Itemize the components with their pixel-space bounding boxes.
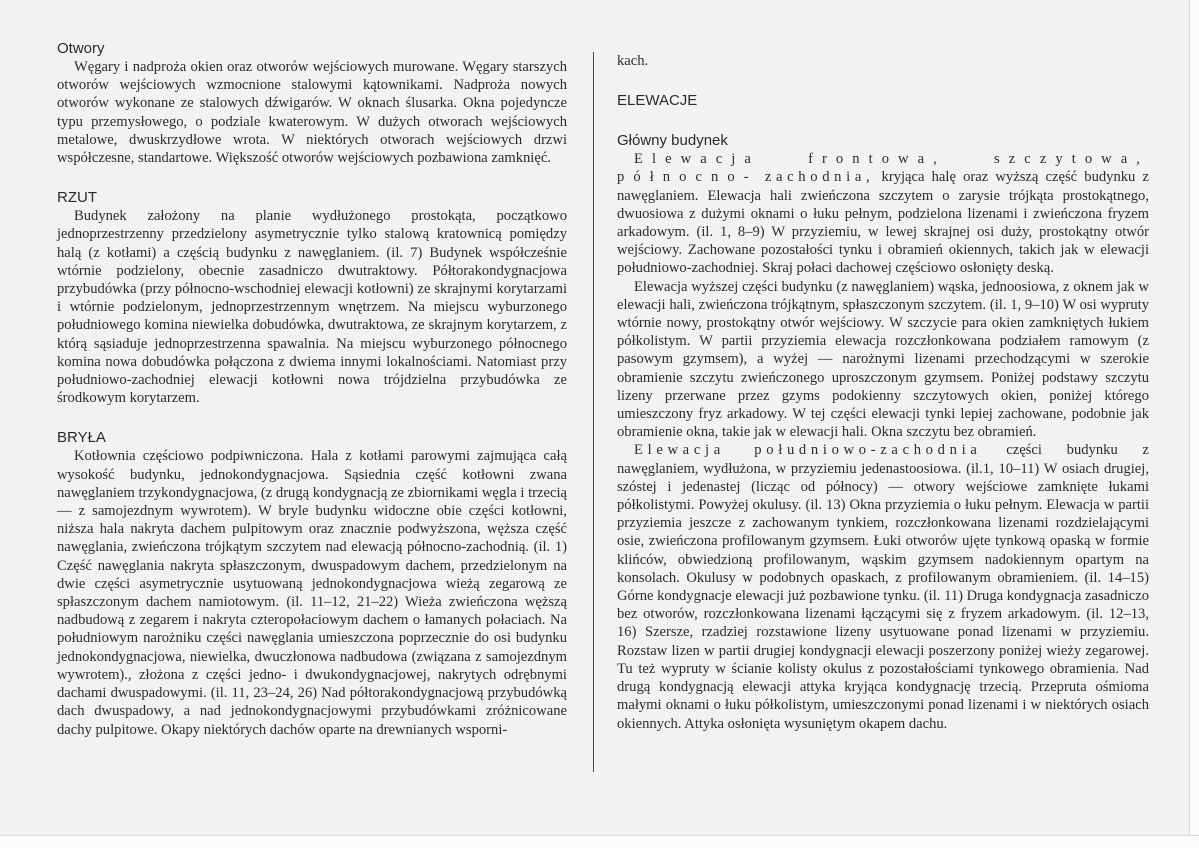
paragraph-elewacja-poludniowo-zachodnia (617, 441, 1149, 732)
paragraph-elewacja-wyzszej-czesci: Elewacja wyższej części budynku (z nawęglaniem) wąska, jednoosiowa, z oknem jak w elewacji hali, zwieńczona trójkątnym, spłaszczonym szczytem. (il. 1, 9–10) W osi wypruty wtórnie nowy, prostokątny otwór wejściowy. W szczycie para okien zamkniętych łukiem półkolistym. W partii przyziemia elewacja rozczłonkowana podziałem ramowym (z pasowym gzymsem), a wyżej — narożnymi lizenami przechodzącymi w szerokie obramienie szczytu zwieńczonego uproszczonym gzymsem. Poniżej podstawy szczytu lizeny przerwane przez gzyms podokienny szczytowych okien, poniżej którego umieszczony fryz arkadowy. W tej części elewacji tynki lepiej zachowane, podobnie jak obramienie okna, takie jak w elewacji hali. Okna szczytu bez obramień. (617, 278, 1149, 441)
continuation-text: kach. (617, 53, 649, 69)
elewacja-pd-zach-lead: Elewacja południowo-zachodnia (634, 442, 982, 459)
elewacja-frontowa-text: kryjąca halę oraz wyższą część budynku z nawęglaniem. Elewacja hali zwieńczona szczytem o zarysie trójkąta prostokątnego, dwuosiowa z dużymi oknami o łuku pełnym, podzielona lizenami i zwieńczona fryzem arkadowym. (il. 1, 8–9) W przyziemiu, w lewej skrajnej osi duży, prostokątny otwór wejściowy. Zachowane pozostałości tynku i obramień okiennych, takich jak w elewacji południowo-zachodniej. Skraj połaci dachowej częściowo osłonięty deską. (617, 169, 1149, 277)
heading-otwory: Otwory (57, 40, 105, 57)
heading-rzut: RZUT (57, 189, 97, 207)
right-column (617, 40, 1149, 733)
paragraph-elewacja-frontowa (617, 150, 1149, 277)
heading-glowny-budynek: Główny budynek (617, 132, 728, 150)
scan-edge-right (1189, 0, 1199, 848)
elewacja-frontowa-lead-2: zachodnia, (764, 169, 875, 186)
elewacja-pd-zach-text: części budynku z nawęglaniem, wydłużona, w przyziemiu jedenastoosiowa. (il.1, 10–11) W osiach drugiej, szóstej i jedenastej (licząc od północy) — otwory wejściowe zamknięte łukami półkolistymi. Powyżej okulusy. (il. 13) Okna przyziemia o łuku pełnym. Elewacja w partii przyziemia jeszcze z zachowanym tynkiem, rozczłonkowana lizenami rozdzielającymi osie, zwieńczona profilowanym gzymsem. Łuki otworów ujęte tynkową opaską w formie klińców, obwiedzioną profilowanym, wąskim gzymsem nadokiennym opartym na konsolach. Okulusy w podobnych opaskach, z profilowanym obramieniem. (il. 14–15) Górne kondygnacje elewacji już pozbawione tynku. (il. 11) Druga kondygnacja zasadniczo bez otworów, rozczłonkowana lizenami łączącymi się z fryzem arkadowym. (il. 12–13, 16) Szersze, rzadziej rozstawione lizeny usytuowane ponad lizenami w przyziemiu. Rozstaw lizen w partii drugiej kondygnacji elewacji poszerzony poniżej wieży zegarowej. Tu też wypruty w ścianie kolisty okulus z pozostałościami tynkowego obramienia. Nad drugą kondygnacją elewacji attyka kryjąca kondygnację trzecią. Przepruta ośmioma małymi oknami o łuku półkolistym, umieszczonymi ponad lizenami i w niektórych osiach okiennych. Attyka osłonięta wysuniętym okapem dachu. (617, 442, 1149, 732)
heading-elewacje: ELEWACJE (617, 92, 698, 110)
column-divider (593, 52, 594, 772)
heading-bryla: BRYŁA (57, 429, 106, 447)
left-column (57, 40, 567, 739)
paragraph-rzut: Budynek założony na planie wydłużonego prostokąta, początkowo jednoprzestrzenny przedzielony asymetrycznie tylko stalową kratownicą pomiędzy halą (z kotłami) a częścią budynku z nawęglaniem. (il. 7) Budynek współcześnie wtórnie podzielony, obecnie zasadniczo dwutraktowy. Półtorakondygnacjowa przybudówka (przy północno-wschodniej elewacji kotłowni) ze skrajnymi korytarzami i wtórnie podzielonym, jednoprzestrzennym wnętrzem. Na miejscu wyburzonego południowego komina niewielka dobudówka, dwutraktowa, ze skrajnym korytarzem, z którą sąsiaduje jednoprzestrzenna spawalnia. Na miejscu wyburzonego północnego komina nowa dobudówka połączona z dwiema innymi lokalnościami. Natomiast przy południowo-zachodniej elewacji kotłowni nowa trójdzielna przybudówka ze środkowym korytarzem. (57, 208, 567, 407)
paragraph-otwory: Węgary i nadproża okien oraz otworów wejściowych murowane. Węgary starszych otworów wejściowych wzmocnione stalowymi kątownikami. Nadproża nowych otworów wykonane ze stalowych dźwigarów. W oknach ślusarka. Okna pojedyncze typu przemysłowego, o podziale kwaterowym. W dużych otworach wejściowych metalowe, dwuskrzydłowe wrota. W niektórych otworach wejściowych drzwi współczesne, standartowe. Większość otworów wejściowych pozbawiona zamknięć. (57, 59, 567, 167)
paragraph-bryla: Kotłownia częściowo podpiwniczona. Hala z kotłami parowymi zajmująca całą wysokość budynku, jednokondygnacjowa. Sąsiednia część kotłowni zwana nawęglaniem trzykondygnacjowa, (z drugą kondygnacją ze zbiornikami węgla i trzecią — z samojezdnym wywrotem). W bryle budynku widoczne obie części kotłowni, niższa hala nakryta dachem pulpitowym oraz znacznie podwyższona, węższa część nawęglania, zwieńczona trójkątym szczytem nad elewacją północno-zachodnią. (il. 1) Część nawęglania nakryta spłaszczonym, dwuspadowym dachem, przedzielonym na dwie części asymetrycznie usytuowaną jednokondygnacjowa wieżą zegarową ze spłaszczonym dachem namiotowym. (il. 11–12, 21–22) Wieża zwieńczona węższą nadbudową z zegarem i nakryta czteropołaciowym dachem o łamanych połaciach. Na południowym narożniku części nawęglania umieszczona poprzecznie do osi budynku jednokondygnacjowa, niewielka, dwuczłonowa nadbudowa (związana z samojezdnym wywrotem)., złożona z części jedno- i dwukondygnacjowej, nakrytych odrębnymi dachami dwuspadowymi. (il. 11, 23–24, 26) Nad półtorakondygnacjową przybudówką dach dwuspadowy, a nad jednokondygnacjowymi przybudówkami zróżnicowane dachy pulpitowe. Okapy niektórych dachów oparte na drewnianych wsporni- (57, 448, 567, 738)
elewacja-frontowa-lead: Elewacja frontowa, szczytowa, północno- (617, 151, 1149, 186)
scan-edge-bottom (0, 835, 1199, 848)
